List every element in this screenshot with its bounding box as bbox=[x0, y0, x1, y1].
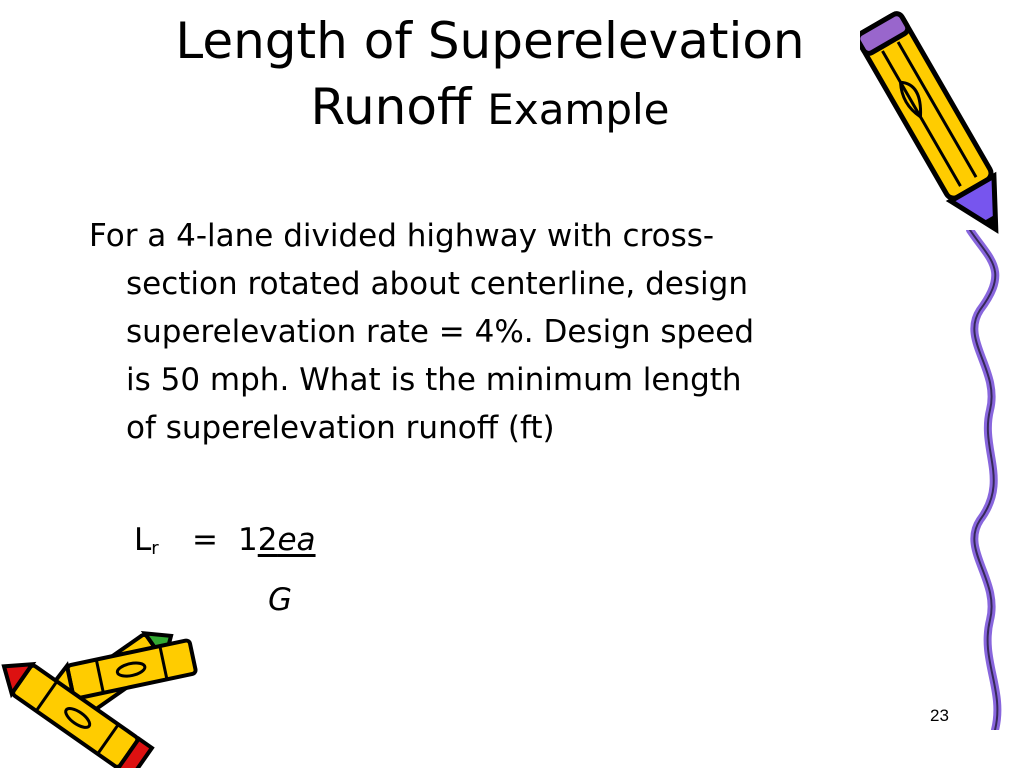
title-line-2-main: Runoff bbox=[310, 78, 472, 136]
formula-num-variables: ea bbox=[277, 522, 316, 558]
formula-denominator: G bbox=[268, 582, 293, 618]
formula-lhs-subscript: r bbox=[151, 538, 159, 559]
problem-line-5: of superelevation runoff (ft) bbox=[126, 410, 555, 446]
crayon-icon bbox=[0, 615, 210, 768]
formula-num-digit: 2 bbox=[257, 522, 278, 558]
pencil-icon bbox=[860, 0, 1010, 250]
problem-line-1: For a 4-lane divided highway with cross- bbox=[89, 218, 715, 254]
formula-num-prefix: 1 bbox=[238, 522, 258, 558]
formula-num-underlined bbox=[258, 522, 316, 558]
formula-equals: = bbox=[192, 522, 218, 558]
problem-line-2: section rotated about centerline, design bbox=[126, 266, 748, 302]
slide-title bbox=[60, 8, 920, 143]
formula-numerator bbox=[238, 520, 316, 560]
problem-line-4: is 50 mph. What is the minimum length bbox=[126, 362, 742, 398]
title-line-2-small: Example bbox=[487, 85, 670, 134]
formula-lhs-symbol: L bbox=[134, 522, 152, 558]
wavy-line-decoration bbox=[960, 230, 1024, 730]
problem-statement bbox=[89, 212, 889, 452]
problem-line-3: superelevation rate = 4%. Design speed bbox=[126, 314, 755, 350]
slide-number: 23 bbox=[930, 706, 949, 725]
title-line-2 bbox=[60, 74, 920, 143]
title-line-1: Length of Superelevation bbox=[175, 12, 805, 70]
formula-lhs bbox=[134, 520, 159, 569]
